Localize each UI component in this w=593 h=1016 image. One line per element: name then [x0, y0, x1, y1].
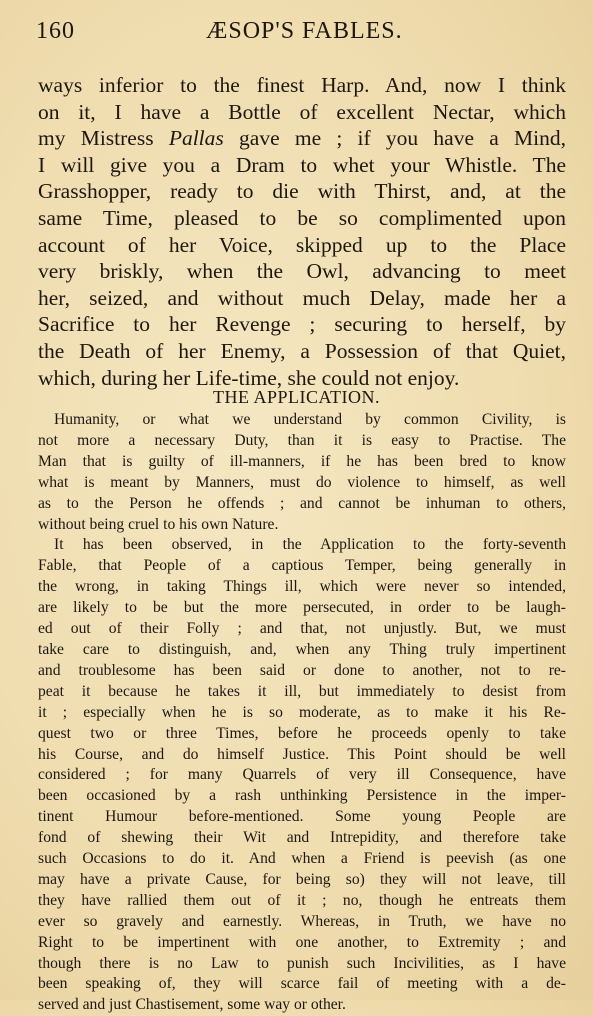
application-line: considered ; for many Quarrels of very ill Consequence, have: [38, 766, 566, 784]
application-line: It has been observed, in the Application to the forty-seventh: [54, 536, 566, 554]
application-text: [38, 410, 566, 1016]
application-line: though there is no Law to punish such Incivilities, as I have: [38, 954, 566, 972]
application-line: been occasioned by a rash unthinking Persistence in the imper-: [38, 787, 566, 805]
application-line: tinent Humour before-mentioned. Some young People are: [38, 808, 566, 826]
fable-text: [38, 72, 566, 391]
application-line: without being cruel to his own Nature.: [38, 515, 279, 533]
fable-line: her, seized, and without much Delay, made her a: [38, 285, 566, 310]
application-heading: THE APPLICATION.: [212, 387, 380, 407]
application-line: been speaking of, they will scarce fail of meeting with a de-: [38, 975, 566, 993]
application-line: and troublesome has been said or done to another, not to re-: [38, 661, 566, 679]
application-line: the wrong, in taking Things ill, which were never so intended,: [38, 578, 566, 596]
application-line: peat it because he takes it ill, but immediately to desist from: [38, 682, 566, 700]
application-line: his Course, and do himself Justice. This Point should be well: [38, 745, 566, 763]
fable-line: I will give you a Dram to whet your Whistle. The: [38, 152, 566, 177]
application-line: may have a private Cause, for being so) they will not leave, till: [38, 870, 566, 888]
application-line: such Occasions to do it. And when a Friend is peevish (as one: [38, 850, 566, 868]
fable-line: same Time, pleased to be so complimented upon: [38, 205, 566, 230]
running-title: ÆSOP'S FABLES.: [206, 18, 403, 44]
application-line: Humanity, or what we understand by common Civility, is: [54, 411, 566, 428]
application-line: it ; especially when he is so moderate, as to make it his Re-: [38, 703, 566, 721]
application-line: Man that is guilty of ill-manners, if he has been bred to know: [38, 452, 566, 470]
fable-line: which, during her Life-time, she could not enjoy.: [38, 365, 460, 390]
application-line: take care to distinguish, and, when any Thing truly impertinent: [38, 640, 566, 658]
running-head: [36, 18, 566, 48]
application-line: as to the Person he offends ; and cannot be inhuman to others,: [38, 494, 566, 512]
application-line: are likely to be but the more persecuted, in order to be laugh-: [38, 599, 566, 617]
fable-line: the Death of her Enemy, a Possession of that Quiet,: [38, 338, 566, 363]
fable-line: ways inferior to the finest Harp. And, now I think: [38, 73, 566, 97]
italic-name: Pallas: [168, 126, 224, 151]
fable-line: Grasshopper, ready to die with Thirst, and, at the: [38, 179, 566, 204]
application-line: what is meant by Manners, must do violence to himself, as well: [38, 473, 566, 491]
application-line: fond of shewing their Wit and Intrepidity, and therefore take: [38, 829, 566, 847]
application-line: served and just Chastisement, some way or other.: [38, 996, 346, 1014]
page-number: 160: [36, 18, 75, 44]
fable-line: account of her Voice, skipped up to the Place: [38, 232, 566, 257]
application-line: Fable, that People of a captious Temper, being generally in: [38, 557, 566, 575]
application-line: ever so gravely and earnestly. Whereas, in Truth, we have no: [38, 912, 566, 930]
application-line: Right to be impertinent with one another, to Extremity ; and: [38, 933, 566, 951]
application-line: they have rallied them out of it ; no, though he entreats them: [38, 891, 566, 909]
fable-line: very briskly, when the Owl, advancing to meet: [38, 259, 566, 284]
fable-line: Sacrifice to her Revenge ; securing to herself, by: [38, 312, 566, 337]
application-line: not more a necessary Duty, than it is easy to Practise. The: [38, 431, 566, 449]
application-line: quest two or three Times, before he proceeds openly to take: [38, 724, 566, 742]
fable-line: on it, I have a Bottle of excellent Nectar, which: [38, 99, 566, 124]
application-line: ed out of their Folly ; and that, not unjustly. But, we must: [38, 620, 566, 638]
fable-line: my Mistress Pallas gave me ; if you have a Mind,: [38, 126, 566, 151]
